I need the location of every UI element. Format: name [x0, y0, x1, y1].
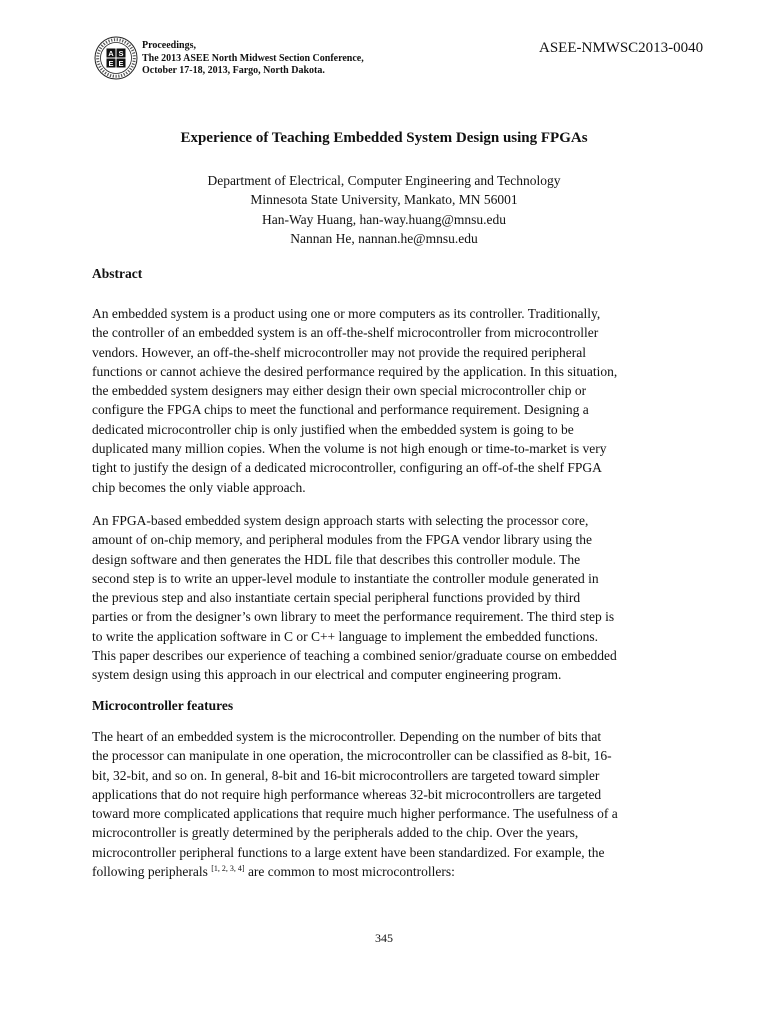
text-span: are common to most microcontrollers:	[244, 864, 455, 880]
text-line: The heart of an embedded system is the microcontroller. Depending on the number of bits that	[92, 729, 602, 744]
text-line: functions or cannot achieve the desired performance required by the application. In this situation,	[92, 363, 618, 379]
text-line: tight to justify the design of a dedicated microcontroller, configuring an off-of-the shelf FPGA	[92, 460, 602, 476]
text-line: bit, 32-bit, and so on. In general, 8-bit and 16-bit microcontrollers are targeted toward simpler	[92, 767, 600, 783]
text-line: parties or from the designer’s own library to meet the performance requirement. The third step is	[92, 609, 615, 625]
logo-letter: E	[118, 59, 124, 68]
text-line: to write the application software in C or C++ language to implement the embedded functions.	[92, 628, 598, 644]
page-number: 345	[375, 931, 393, 945]
abstract-paragraph-2	[92, 511, 692, 685]
logo-letter: S	[118, 49, 124, 58]
text-line: An embedded system is a product using one or more computers as its controller. Traditionally,	[92, 306, 601, 321]
text-line: dedicated microcontroller chip is only justified when the embedded system is going to be	[92, 421, 574, 437]
proceedings-line: October 17-18, 2013, Fargo, North Dakota.	[142, 65, 325, 76]
text-line: vendors. However, an off-the-shelf microcontroller may not provide the required peripheral	[92, 344, 587, 360]
text-line: the previous step and also instantiate certain special peripheral functions provided by third	[92, 590, 581, 606]
text-line: the embedded system designers may either design their own special microcontroller chip or	[92, 383, 587, 399]
text-line: the processor can manipulate in one operation, the microcontroller can be classified as 8-bit, 16-	[92, 748, 612, 764]
paper-id: ASEE-NMWSC2013-0040	[539, 40, 704, 56]
text-line: This paper describes our experience of teaching a combined senior/graduate course on embedded	[92, 648, 617, 664]
text-line: chip becomes the only viable approach.	[92, 479, 306, 495]
text-line: duplicated many million copies. When the volume is not high enough or time-to-market is very	[92, 441, 607, 457]
asee-seal-icon	[94, 36, 138, 80]
affiliation-line: Nannan He, nannan.he@mnsu.edu	[290, 230, 478, 246]
text-line: applications that do not require high performance whereas 32-bit microcontrollers are targeted	[92, 786, 602, 802]
text-line: system design using this approach in our electrical and computer engineering program.	[92, 667, 562, 683]
text-line: toward more complicated applications that require much higher performance. The usefulness of a	[92, 806, 618, 822]
text-line-with-citation	[92, 862, 692, 881]
logo-letter: A	[108, 49, 114, 58]
affiliation-line: Han-Way Huang, han-way.huang@mnsu.edu	[261, 211, 507, 227]
text-line: microcontroller peripheral functions to a large extent have been standardized. For example, the	[92, 844, 605, 860]
paper-title: Experience of Teaching Embedded System Design using FPGAs	[180, 130, 588, 146]
author-affiliation	[0, 171, 768, 248]
text-line: configure the FPGA chips to meet the functional and performance requirement. Designing a	[92, 402, 589, 418]
abstract-heading: Abstract	[92, 266, 143, 281]
text-line: amount of on-chip memory, and peripheral modules from the FPGA vendor library using the	[92, 532, 593, 548]
text-line: An FPGA-based embedded system design approach starts with selecting the processor core,	[92, 513, 589, 528]
text-line: microcontroller is greatly determined by the peripherals added to the chip. Over the years,	[92, 825, 579, 841]
text-line: the controller of an embedded system is an off-the-shelf microcontroller from microcontroller	[92, 325, 599, 341]
text-span: following peripherals	[92, 864, 212, 880]
text-line: design software and then generates the HDL file that describes this controller module. The	[92, 551, 581, 567]
section-heading: Microcontroller features	[92, 698, 234, 713]
proceedings-line: The 2013 ASEE North Midwest Section Conference,	[142, 52, 364, 64]
affiliation-line: Minnesota State University, Mankato, MN 56001	[250, 192, 518, 208]
citation-superscript: [1, 2, 3, 4]	[211, 864, 245, 874]
text-line: second step is to write an upper-level module to instantiate the controller module generated in	[92, 570, 599, 586]
abstract-paragraph-1	[92, 304, 692, 497]
proceedings-info	[142, 40, 364, 78]
logo-letter: E	[108, 59, 114, 68]
microcontroller-paragraph	[92, 727, 692, 881]
proceedings-line: Proceedings,	[142, 40, 196, 51]
affiliation-line: Department of Electrical, Computer Engineering and Technology	[207, 173, 561, 188]
